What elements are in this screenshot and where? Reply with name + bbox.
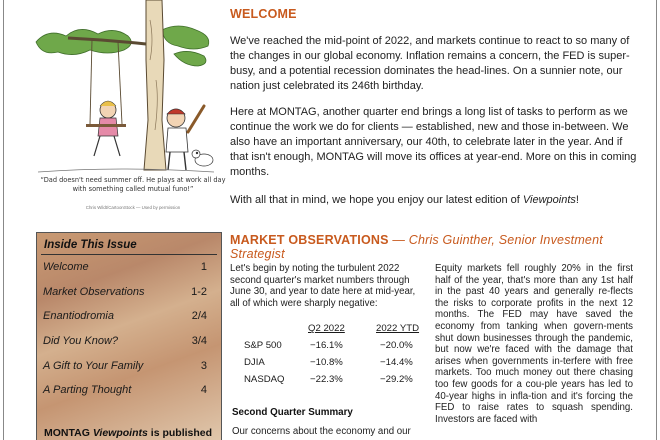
- welcome-paragraph-2: Here at MONTAG, another quarter end brings a long list of tasks to perform as we continue the work we do for clients — established, new and those in-between. We also have an important anniversary, our 40th, to celebrate later in the year. And if that isn't enough, MONTAG will move its offices at year-end. More on this in coming months.: [230, 106, 637, 178]
- toc-item-page: 2/4: [191, 310, 207, 323]
- toc-item[interactable]: [43, 378, 215, 403]
- welcome-heading: WELCOME: [230, 7, 297, 21]
- publication-note: [44, 427, 212, 439]
- welcome-paragraph-3: [230, 193, 640, 208]
- publication-note-title: Viewpoints: [92, 427, 148, 439]
- table-header-q2: Q2 2022: [308, 323, 345, 334]
- toc-item-page: 3/4: [191, 335, 207, 348]
- toc-list: [37, 255, 221, 403]
- toc-item-page: 4: [200, 384, 207, 397]
- table-cell-q2: −22.3%: [310, 374, 343, 385]
- toc-item-page: 3: [200, 359, 207, 372]
- welcome-paragraph-3-prefix: With all that in mind, we hope you enjoy our latest edition of: [230, 194, 523, 206]
- viewpoints-title: Viewpoints: [522, 194, 576, 206]
- market-observations-heading: [230, 233, 660, 261]
- table-cell-ytd: −14.4%: [380, 357, 413, 368]
- inside-this-issue-box: [36, 232, 222, 440]
- toc-item-label: A Parting Thought: [43, 384, 132, 397]
- second-quarter-summary-text: Our concerns about the economy and our: [232, 426, 411, 437]
- welcome-paragraph-3-suffix: !: [575, 194, 579, 206]
- toc-item[interactable]: [43, 329, 215, 354]
- toc-item[interactable]: [43, 255, 215, 280]
- table-header-ytd: 2022 YTD: [376, 323, 420, 334]
- toc-item-page: 1: [200, 261, 207, 274]
- cartoon-caption: “Dad doesn't need summer off. He plays at work all day with something called mutual funo!”: [40, 176, 226, 193]
- cartoon-illustration: [28, 0, 226, 226]
- table-cell-q2: −16.1%: [310, 340, 343, 351]
- table-row-index: S&P 500: [244, 340, 282, 351]
- toc-item[interactable]: [43, 353, 215, 378]
- toc-title: Inside This Issue: [41, 237, 217, 255]
- table-row-index: NASDAQ: [244, 374, 285, 385]
- toc-item-page: 1-2: [191, 285, 207, 298]
- table-cell-q2: −10.8%: [310, 357, 343, 368]
- table-row-index: DJIA: [244, 357, 265, 368]
- publication-note-prefix: MONTAG: [44, 427, 93, 439]
- toc-item-label: A Gift to Your Family: [43, 359, 144, 372]
- market-intro-text: Let's begin by noting the turbulent 2022 second quarter's market numbers through June 30, and year to date here at mid-year, all of which were sharply negative:: [230, 263, 416, 309]
- toc-item-label: Market Observations: [43, 285, 145, 298]
- toc-item-label: Did You Know?: [43, 335, 119, 348]
- second-quarter-summary-heading: Second Quarter Summary: [232, 407, 353, 418]
- table-cell-ytd: −29.2%: [380, 374, 413, 385]
- market-observations-title: MARKET OBSERVATIONS: [230, 233, 389, 247]
- toc-item-label: Enantiodromia: [43, 310, 114, 323]
- publication-note-suffix: is published: [147, 427, 213, 439]
- cartoon-drawing: [28, 0, 216, 176]
- market-observations-column-2: Equity markets fell roughly 20% in the first half of the year, that's more than any 1st half in the past 40 years and generally re-flects the risks to corporate profits in the next 12 months. The FED may have saved the economy from tanking when govern-ments shut down businesses through the pandemic, but now we're faced with the damage that arises when governments in-terfere with free markets. Too much money out there chasing too few goods for a cou-ple years has led to 40-year highs in infla-tion and it's forcing the FED to raise rates to squash spending. Investors are faced with: [435, 263, 633, 425]
- toc-item[interactable]: [43, 280, 215, 305]
- welcome-paragraph-1: We've reached the mid-point of 2022, and markets continue to react to so many of the changes in our global economy. Inflation remains a concern, the FED is super-busy, and a potential recession dominates the head-lines. On a sunnier note, our nation just celebrated its 246th birthday.: [230, 35, 630, 92]
- cartoon-credit: Chris Wildt/CartoonStock — Used by permission: [85, 205, 181, 210]
- market-observations-byline: — Chris Guinther, Senior Investment Strategist: [230, 233, 603, 261]
- toc-item[interactable]: [43, 304, 215, 329]
- table-cell-ytd: −20.0%: [380, 340, 413, 351]
- toc-item-label: Welcome: [43, 261, 89, 274]
